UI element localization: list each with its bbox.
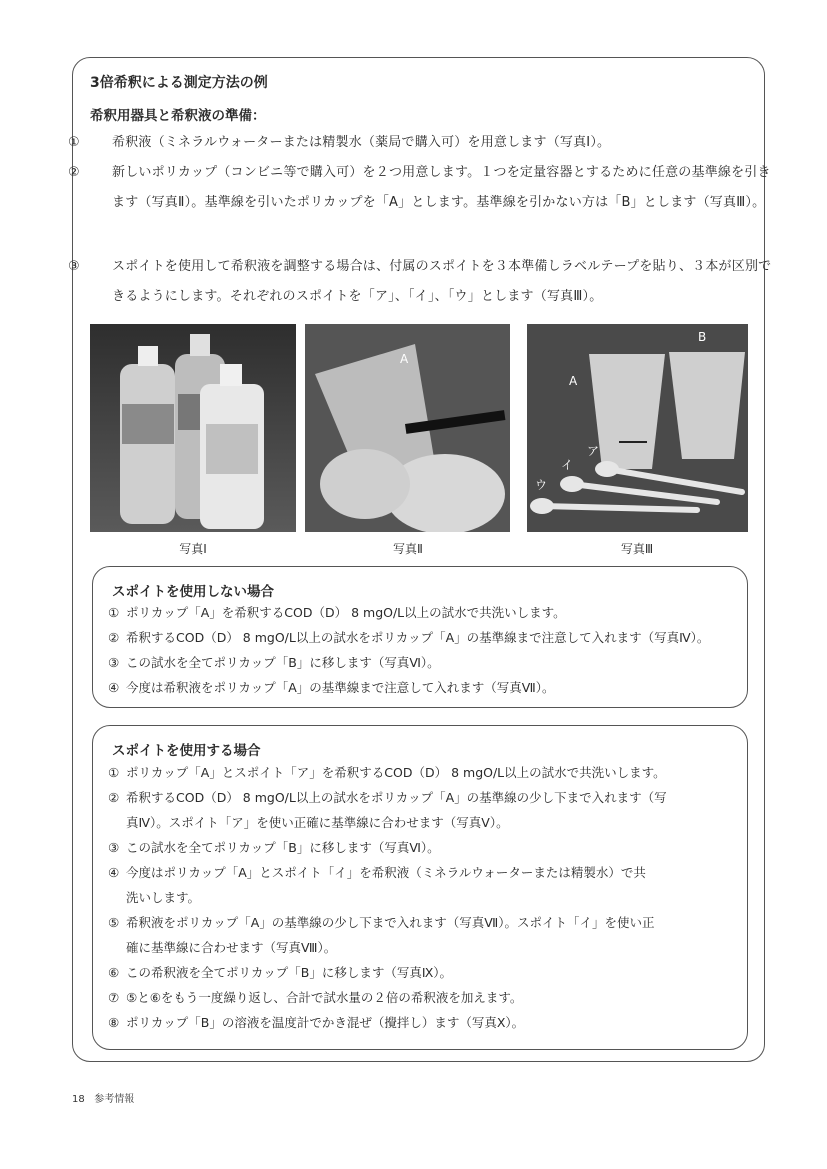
- prep-item-num: ③: [68, 259, 80, 274]
- box-no-pipette-title: スポイトを使用しない場合: [112, 584, 274, 600]
- prep-item-3: [68, 252, 776, 312]
- page-number: 18: [72, 1094, 85, 1105]
- caption-photo-1: 写真Ⅰ: [179, 542, 207, 556]
- box2-item: ⑧ ポリカップ「B」の溶液を温度計でかき混ぜ（攪拌し）ます（写真Ⅹ）。: [108, 1015, 525, 1030]
- box1-item: ② 希釈するCOD（D） 8 mgO/L以上の試水をポリカップ「A」の基準線まで注意して入れます（写真Ⅳ）。: [108, 630, 710, 645]
- photo-3-label-u: ウ: [535, 478, 548, 492]
- section-title: 3倍希釈による測定方法の例: [90, 75, 268, 91]
- photo-3-label-a-kana: ア: [587, 444, 600, 458]
- page-footer: [72, 1090, 134, 1105]
- box2-item: 洗いします。: [126, 890, 201, 905]
- box1-item: ③ この試水を全てポリカップ「B」に移します（写真Ⅵ）。: [108, 655, 440, 670]
- prep-item-num: ②: [68, 165, 80, 180]
- box2-item: ⑦ ⑤と⑥をもう一度繰り返し、合計で試水量の２倍の希釈液を加えます。: [108, 990, 523, 1005]
- photo-3-label-b: B: [698, 330, 707, 344]
- prep-item-text: 希釈液（ミネラルウォーターまたは精製水（薬局で購入可）を用意します（写真Ⅰ）。: [112, 135, 611, 150]
- prep-item-num: ①: [68, 135, 80, 150]
- photo-2-label-a: A: [400, 352, 409, 366]
- footer-label: 参考情報: [94, 1094, 135, 1105]
- box2-item: ⑥ この希釈液を全てポリカップ「B」に移します（写真Ⅸ）。: [108, 965, 453, 980]
- box2-item: 確に基準線に合わせます（写真Ⅷ）。: [126, 940, 337, 955]
- photo-1-bottles: [90, 324, 296, 532]
- box1-item: ④ 今度は希釈液をポリカップ「A」の基準線まで注意して入れます（写真Ⅶ）。: [108, 680, 555, 695]
- prep-item-2: [68, 158, 776, 218]
- prep-item-1: [68, 128, 782, 158]
- box-with-pipette-title: スポイトを使用する場合: [112, 743, 261, 759]
- prep-title: 希釈用器具と希釈液の準備：: [90, 108, 266, 124]
- photo-3-label-i: イ: [561, 458, 574, 472]
- box1-item: ① ポリカップ「A」を希釈するCOD（D） 8 mgO/L以上の試水で共洗いします。: [108, 605, 566, 620]
- photo-3-label-a: A: [569, 374, 578, 388]
- box2-item: ③ この試水を全てポリカップ「B」に移します（写真Ⅵ）。: [108, 840, 440, 855]
- box2-item: ② 希釈するCOD（D） 8 mgO/L以上の試水をポリカップ「A」の基準線の少し下まで入れます（写: [108, 790, 667, 805]
- caption-photo-3: 写真Ⅲ: [620, 542, 654, 556]
- prep-item-text: スポイトを使用して希釈液を調整する場合は、付属のスポイトを３本準備しラベルテープを貼り、３本が区別できるようにします。それぞれのスポイトを「ア」、「イ」、「ウ」とします（写真Ⅲ）。: [112, 259, 772, 304]
- prep-item-text: 新しいポリカップ（コンビニ等で購入可）を２つ用意します。１つを定量容器とするために任意の基準線を引きます（写真Ⅱ）。基準線を引いたポリカップを「A」とします。基準線を引かない方は「B」とします（写真Ⅲ）。: [112, 165, 771, 210]
- photo-2-marking: [305, 324, 510, 532]
- caption-photo-2: 写真Ⅱ: [393, 542, 423, 556]
- box2-item: ① ポリカップ「A」とスポイト「ア」を希釈するCOD（D） 8 mgO/L以上の試水で共洗いします。: [108, 765, 666, 780]
- box2-item: 真Ⅳ）。スポイト「ア」を使い正確に基準線に合わせます（写真Ⅴ）。: [126, 815, 509, 830]
- box2-item: ④ 今度はポリカップ「A」とスポイト「イ」を希釈液（ミネラルウォーターまたは精製水）で共: [108, 865, 646, 880]
- box2-item: ⑤ 希釈液をポリカップ「A」の基準線の少し下まで入れます（写真Ⅶ）。スポイト「イ」を使い正: [108, 915, 655, 930]
- photo-3-cups: [527, 324, 748, 532]
